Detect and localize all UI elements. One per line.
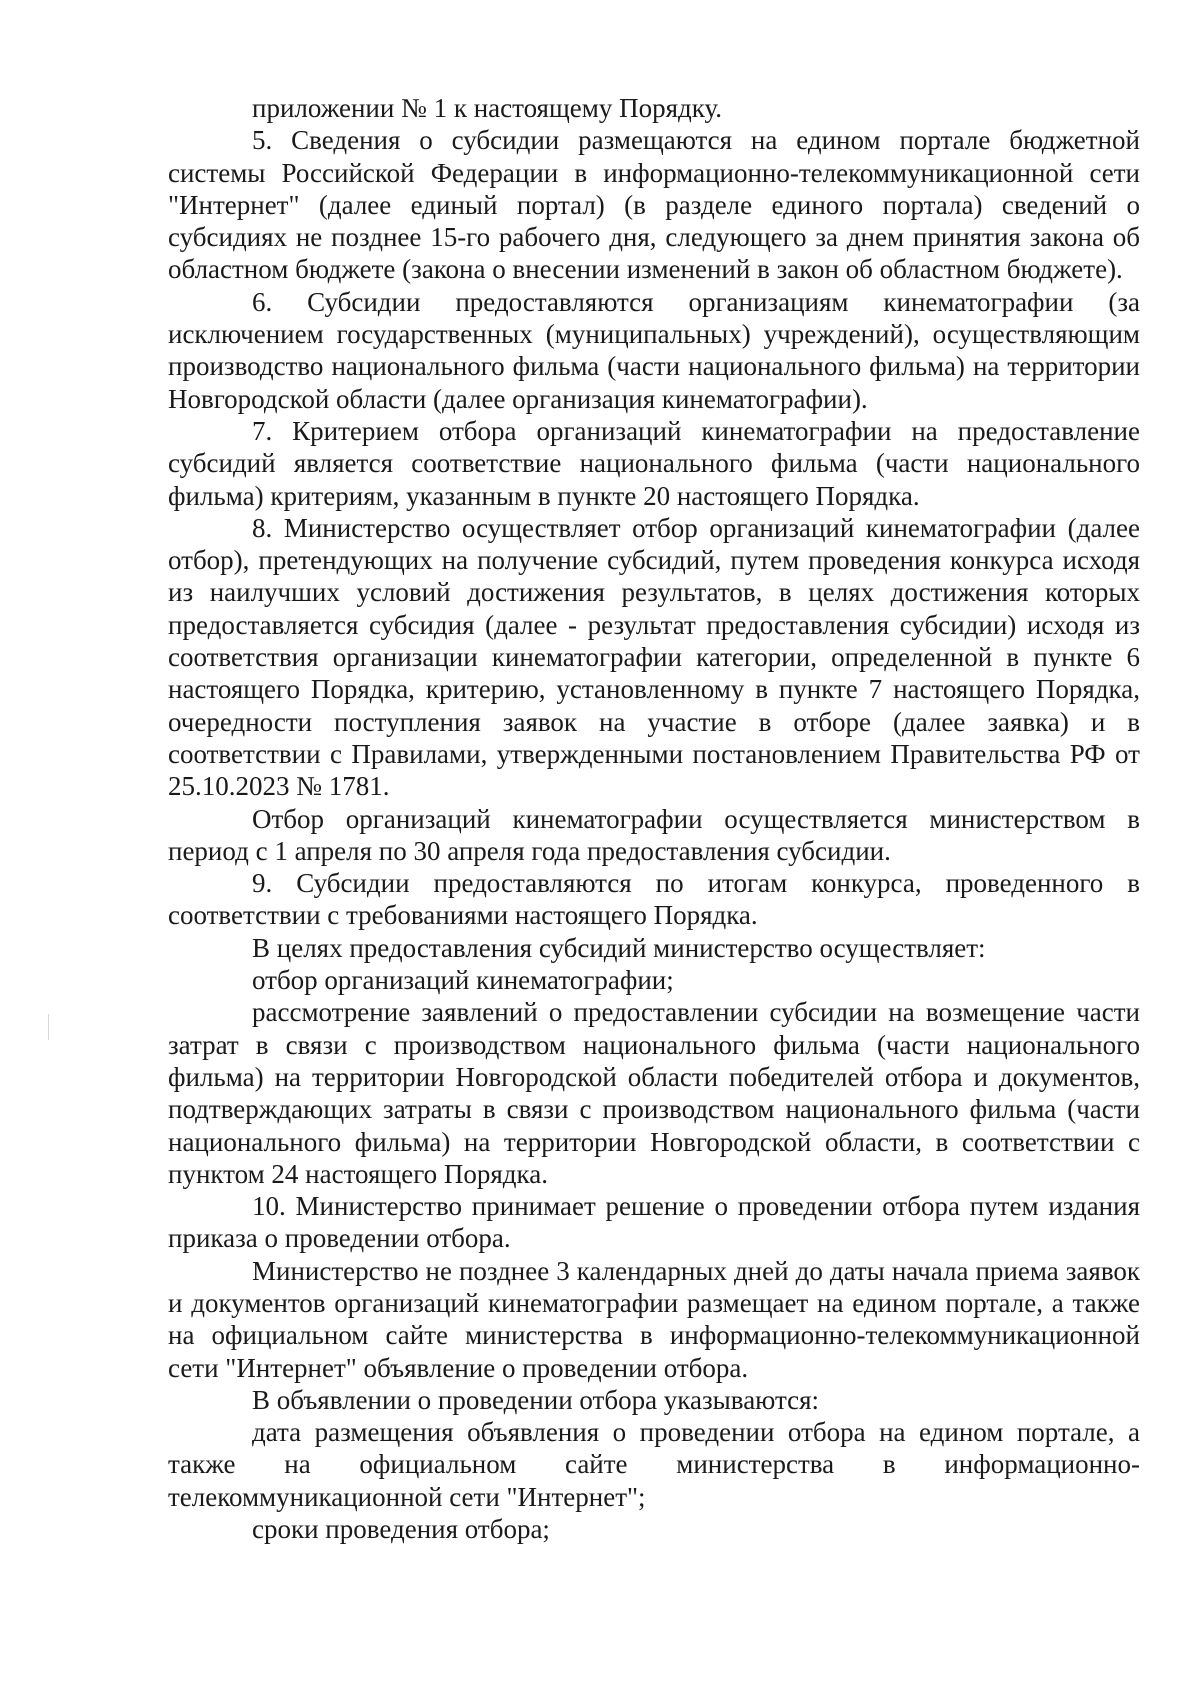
paragraph-announcement-contents-intro: В объявлении о проведении отбора указываются: <box>252 1384 820 1415</box>
scan-margin-mark <box>48 1014 49 1040</box>
paragraph-announcement-date: дата размещения объявления о проведении отбора на едином портале, а также на официальном сайте министерства в информационно-телекоммуникационной сети "Интернет"; <box>168 1417 1140 1512</box>
paragraph-selection-terms: сроки проведения отбора; <box>252 1514 550 1545</box>
paragraph-item-10: 10. Министерство принимает решение о проведении отбора путем издания приказа о проведении отбора. <box>168 1191 1140 1254</box>
paragraph-continuation: приложении № 1 к настоящему Порядку. <box>252 93 723 123</box>
paragraph-item-9: 9. Субсидии предоставляются по итогам конкурса, проведенного в соответствии с требованиями настоящего Порядка. <box>168 868 1140 931</box>
paragraph-ministry-duties-intro: В целях предоставления субсидий министерство осуществляет: <box>252 932 986 963</box>
document-body <box>168 92 1140 1545</box>
paragraph-announcement-placement: Министерство не позднее 3 календарных дней до даты начала приема заявок и документов организаций кинематографии размещает на едином портале, а также на официальном сайте министерства в информационно-телекоммуникационной сети "Интернет" объявление о проведении отбора. <box>168 1255 1140 1383</box>
paragraph-item-5: 5. Сведения о субсидии размещаются на едином портале бюджетной системы Российской Федерации в информационно-телекоммуникационной сети "Интернет" (далее единый портал) (в разделе единого портала) сведений о субсидиях не позднее 15-го рабочего дня, следующего за днем принятия закона об областном бюджете (закона о внесении изменений в закон об областном бюджете). <box>168 125 1140 285</box>
paragraph-item-6: 6. Субсидии предоставляются организациям кинематографии (за исключением государственных (муниципальных) учреждений), осуществляющим производство национального фильма (части национального фильма) на территории Новгородской области (далее организация кинематографии). <box>168 286 1140 414</box>
paragraph-selection-period: Отбор организаций кинематографии осуществляется министерством в период с 1 апреля по 30 апреля года предоставления субсидии. <box>168 803 1140 866</box>
paragraph-item-8: 8. Министерство осуществляет отбор организаций кинематографии (далее отбор), претендующих на получение субсидий, путем проведения конкурса исходя из наилучших условий достижения результатов, в целях достижения которых предоставляется субсидия (далее - результат предоставления субсидии) исходя из соответствия организации кинематографии категории, определенной в пункте 6 настоящего Порядка, критерию, установленному в пункте 7 настоящего Порядка, очередности поступления заявок на участие в отборе (далее заявка) и в соответствии с Правилами, утвержденными постановлением Правительства РФ от 25.10.2023 № 1781. <box>168 512 1140 802</box>
paragraph-duty-review: рассмотрение заявлений о предоставлении субсидии на возмещение части затрат в связи с производством национального фильма (части национального фильма) на территории Новгородской области победителей отбора и документов, подтверждающих затраты в связи с производством национального фильма (части национального фильма) на территории Новгородской области, в соответствии с пунктом 24 настоящего Порядка. <box>168 997 1140 1189</box>
paragraph-item-7: 7. Критерием отбора организаций кинематографии на предоставление субсидий является соответствие национального фильма (части национального фильма) критериям, указанным в пункте 20 настоящего Порядка. <box>168 415 1140 511</box>
paragraph-duty-selection: отбор организаций кинематографии; <box>252 965 674 996</box>
